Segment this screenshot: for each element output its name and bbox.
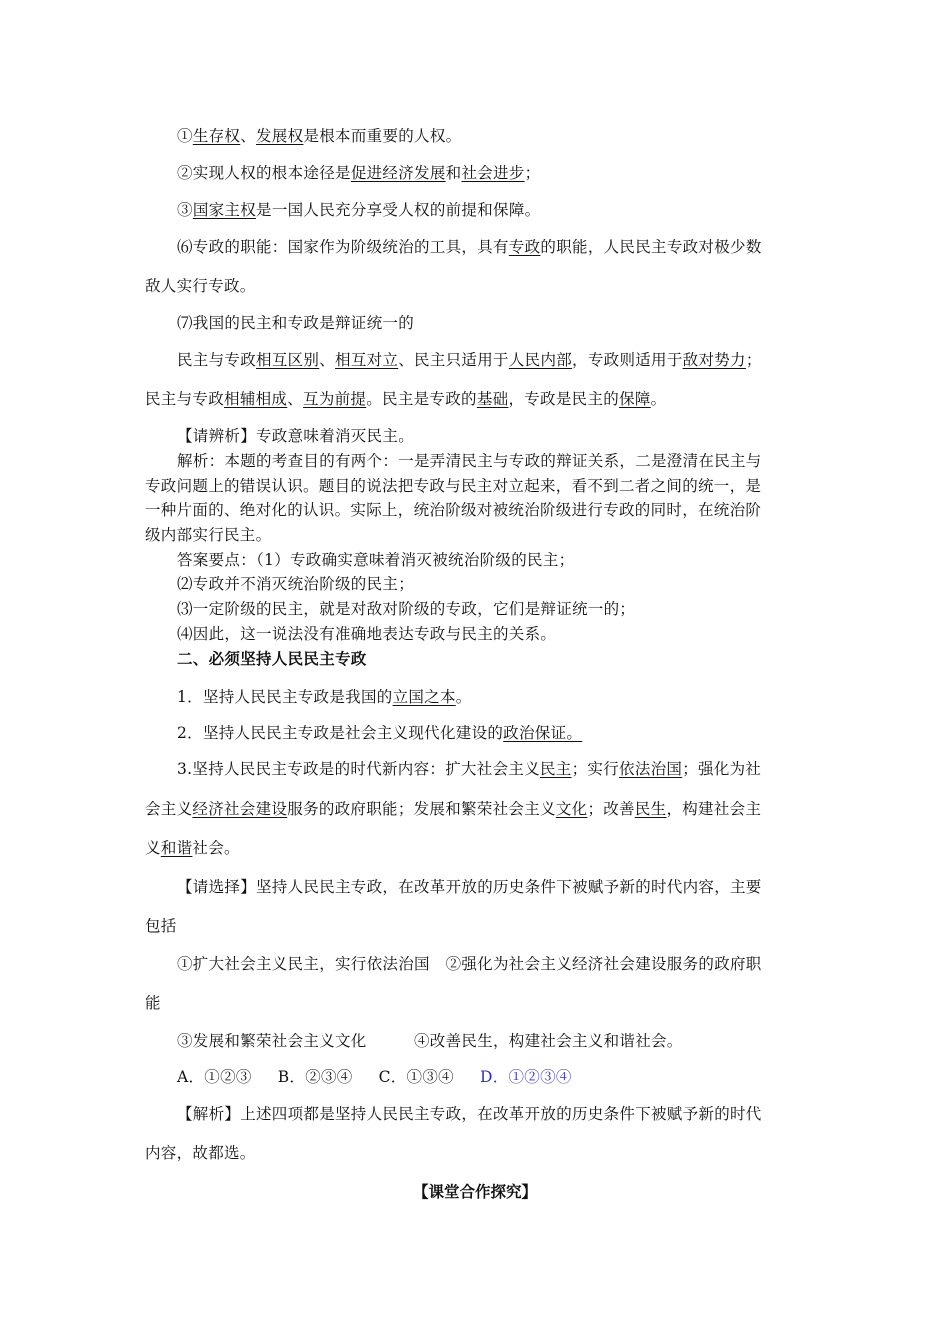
underlined-term: 促进经济发展 (350, 164, 446, 182)
paragraph-dialectical-unity: ⑺我国的民主和专政是辩证统一的 (177, 314, 415, 332)
option-b[interactable]: B．②③④ (277, 1068, 353, 1086)
item-realization-path (177, 163, 540, 183)
underlined-term: 生存权 (192, 127, 241, 145)
text: 和 (445, 164, 462, 182)
analysis-title: 【请辨析】专政意味着消灭民主。 (177, 427, 415, 445)
section2-point-3-end (145, 838, 240, 858)
text: ① (177, 127, 193, 145)
text: 。 (650, 390, 667, 408)
text: ③ (177, 201, 193, 219)
analysis-line: 一种片面的、绝对化的认识。实际上，统治阶级对被统治阶级进行专政的同时，在统治阶 (145, 501, 762, 519)
text: 、民主只适用于 (398, 351, 509, 369)
text: 民主与专政 (145, 390, 225, 408)
text: 、 (319, 351, 336, 369)
option-c[interactable]: C．①③④ (378, 1068, 454, 1086)
section2-point-2 (177, 723, 582, 743)
question-stem-cont: 包括 (145, 917, 177, 935)
text: ⑹专政的职能：国家作为阶级统治的工具，具有 (177, 238, 509, 256)
text: 2．坚持人民民主专政是社会主义现代化建设的 (177, 724, 504, 742)
underlined-term: 相互对立 (335, 351, 399, 369)
underlined-term: 文化 (555, 800, 588, 818)
question-explanation-cont: 内容，故都选。 (145, 1144, 256, 1162)
text: 义 (145, 839, 161, 857)
underlined-term: 相辅相成 (224, 390, 288, 408)
text: 、 (240, 127, 257, 145)
text: ；强化为社 (682, 760, 762, 778)
answer-point: ⑵专政并不消灭统治阶级的民主； (177, 575, 415, 593)
question-items-cont: 能 (145, 994, 161, 1012)
text: 3.坚持人民民主专政是的时代新内容：扩大社会主义 (177, 760, 540, 778)
text: 、 (287, 390, 304, 408)
section2-point-3 (177, 759, 761, 779)
underlined-term: 互为前提 (303, 390, 367, 408)
question-items: ①扩大社会主义民主，实行依法治国 ②强化为社会主义经济社会建设服务的政府职 (177, 955, 762, 973)
answer-point: ⑷因此，这一说法没有准确地表达专政与民主的关系。 (177, 625, 557, 643)
underlined-term: 政治保证。 (503, 724, 583, 742)
classroom-cooperation-title: 【课堂合作探究】 (412, 1182, 537, 1201)
text: 社会。 (192, 839, 240, 857)
text: 服务的政府职能；发展和繁荣社会主义 (287, 800, 556, 818)
underlined-term: 国家主权 (192, 201, 257, 219)
underlined-term: 基础 (476, 390, 509, 408)
underlined-term: 敌对势力 (682, 351, 746, 369)
analysis-line: 级内部实行民主。 (145, 526, 272, 544)
underlined-term: 经济社会建设 (192, 800, 288, 818)
question-explanation: 【解析】上述四项都是坚持人民民主专政，在改革开放的历史条件下被赋予新的时代 (177, 1105, 762, 1123)
paragraph-complementary (145, 389, 666, 409)
text: 是一国人民充分享受人权的前提和保障。 (256, 201, 541, 219)
text: 是根本而重要的人权。 (303, 127, 462, 145)
text: 。 (455, 688, 472, 706)
text: 民主与专政 (177, 351, 257, 369)
underlined-term: 专政 (508, 238, 541, 256)
item-survival-rights (177, 126, 461, 146)
text: 。民主是专政的 (366, 390, 477, 408)
text: ，专政是民主的 (508, 390, 620, 408)
underlined-term: 人民内部 (508, 351, 573, 369)
section2-point-3-cont (145, 799, 761, 819)
text: 1．坚持人民民主专政是我国的 (177, 688, 393, 706)
section-heading: 二、必须坚持人民民主专政 (177, 649, 367, 668)
text: ②实现人权的根本途径是 (177, 164, 351, 182)
underlined-term: 相互区别 (256, 351, 320, 369)
answer-point: ⑶一定阶级的民主，就是对敌对阶级的专政，它们是辩证统一的； (177, 600, 636, 618)
underlined-term: 民主 (540, 760, 572, 778)
text: 会主义 (145, 800, 193, 818)
underlined-term: 立国之本 (392, 688, 456, 706)
underlined-term: 发展权 (256, 127, 304, 145)
text: ，构建社会主 (666, 800, 762, 818)
text: ，专政则适用于 (572, 351, 683, 369)
option-d[interactable]: D．①②③④ (479, 1068, 572, 1086)
paragraph-democracy-vs-dictatorship (177, 350, 762, 370)
answer-options (177, 1067, 598, 1087)
question-stem: 【请选择】坚持人民民主专政，在改革开放的历史条件下被赋予新的时代内容，主要 (177, 878, 762, 896)
paragraph-dictatorship-function-cont: 敌人实行专政。 (145, 277, 256, 295)
paragraph-dictatorship-function (177, 237, 762, 257)
underlined-term: 保障 (619, 390, 651, 408)
underlined-term: 依法治国 (619, 760, 683, 778)
answer-point: 答案要点：（1）专政确实意味着消灭被统治阶级的民主； (177, 551, 575, 569)
text: 的职能，人民民主专政对极少数 (540, 238, 762, 256)
analysis-line: 解析：本题的考查目的有两个：一是弄清民主与专政的辩证关系，二是澄清在民主与 (177, 452, 762, 470)
question-items-2: ③发展和繁荣社会主义文化 ④改善民生，构建社会主义和谐社会。 (177, 1032, 683, 1050)
underlined-term: 民生 (634, 800, 667, 818)
text: ；实行 (571, 760, 620, 778)
option-a[interactable]: A．①②③ (177, 1068, 252, 1086)
text: ； (524, 164, 541, 182)
item-sovereignty (177, 200, 540, 220)
section2-point-1 (177, 687, 472, 707)
text: ； (745, 351, 762, 369)
text: ；改善 (587, 800, 635, 818)
analysis-line: 专政问题上的错误认识。题目的说法把专政与民主对立起来，看不到二者之间的统一，是 (145, 477, 762, 495)
underlined-term: 社会进步 (461, 164, 525, 182)
underlined-term: 和谐 (160, 839, 193, 857)
